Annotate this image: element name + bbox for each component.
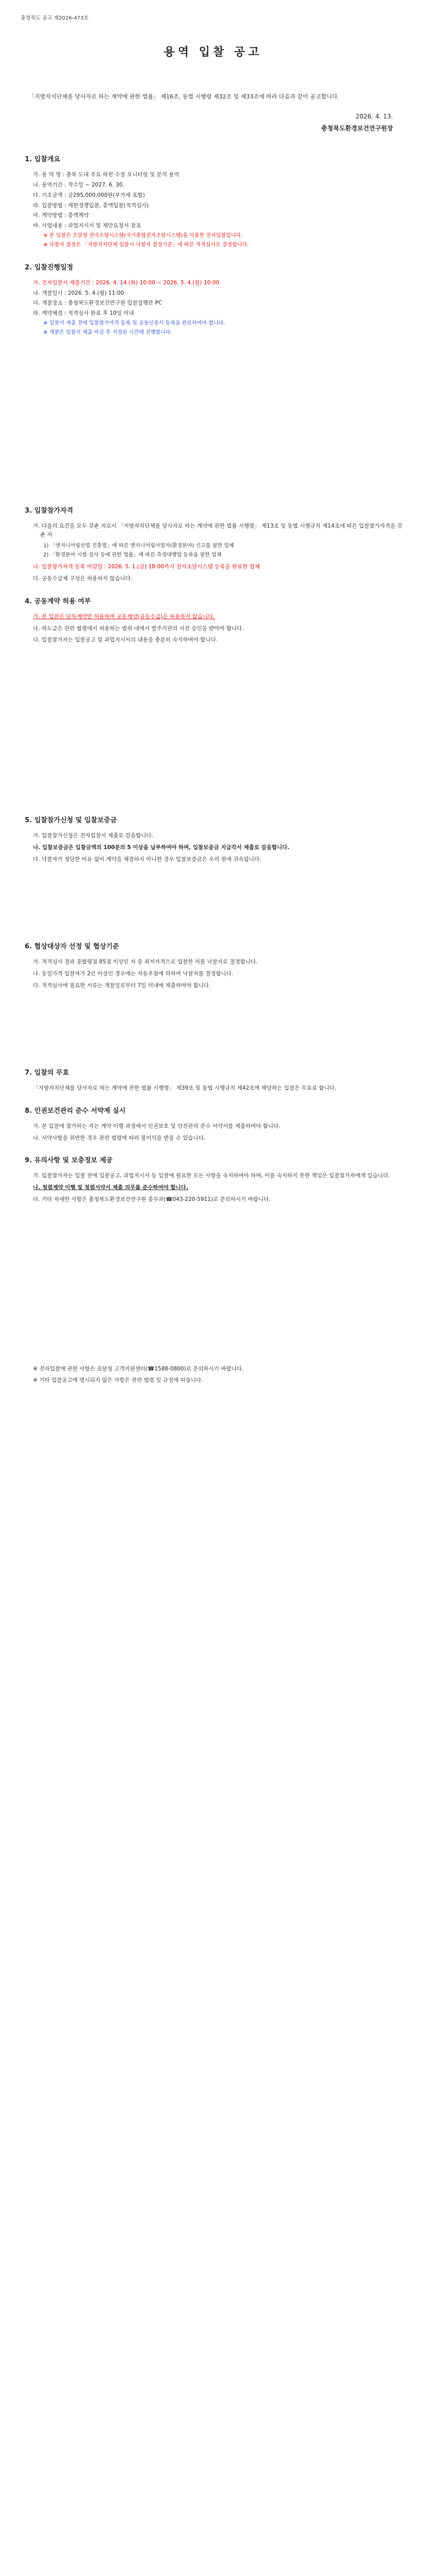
list-item: 마. 계약방법 : 총액계약 xyxy=(33,212,89,219)
signature-block xyxy=(21,111,393,134)
paragraph xyxy=(33,1183,405,1192)
section-title: 7. 입찰의 무효 xyxy=(25,1069,69,1077)
paragraph-highlight: 나. 청렴계약 이행 및 청렴서약서 제출 의무를 준수하여야 합니다. xyxy=(33,1184,188,1191)
section-title: 4. 공동계약 허용 여부 xyxy=(25,597,91,605)
paragraph: 가. 적격심사 결과 종합평점 85점 이상인 자 중 최저가격으로 입찰한 자를 낙찰자로 결정합니다. xyxy=(33,959,258,965)
paragraph: 2) 「환경분야 시험·검사 등에 관한 법률」에 따른 측정대행업 등록을 필한 업체 xyxy=(43,552,222,558)
list-item: 다. 기초금액 : 금295,000,000원(부가세 포함) xyxy=(33,192,145,198)
list-item: 바. 사업내용 : 과업지시서 및 제안요청서 참조 xyxy=(33,223,141,229)
paragraph xyxy=(33,613,405,621)
section-title: 9. 유의사항 및 보충정보 제공 xyxy=(25,1157,113,1165)
paragraph xyxy=(33,843,405,852)
paragraph: 다. 공동수급체 구성은 허용하지 않습니다. xyxy=(33,575,133,582)
paragraph: 다. 기타 자세한 사항은 충청북도환경보건연구원 총무과(☎043-220-5911)로 문의하시기 바랍니다. xyxy=(33,1196,271,1202)
spacer xyxy=(21,648,405,802)
note-item: ※ 낙찰자 결정은 「지방자치단체 입찰시 낙찰자 결정기준」에 따른 적격심사로 결정합니다. xyxy=(43,242,249,248)
paragraph: ※ 전자입찰에 관한 사항은 조달청 고객지원센터(☎1588-0800)로 문의하시기 바랍니다. xyxy=(33,1365,244,1372)
list-item: 가. 용 역 명 : 충북 도내 주요 하천 수질 모니터링 및 분석 용역 xyxy=(33,172,179,178)
section-title: 5. 입찰참가신청 및 입찰보증금 xyxy=(25,817,117,825)
paragraph: 나. 서약사항을 위반한 경우 관련 법령에 따라 불이익을 받을 수 있습니다. xyxy=(33,1134,206,1141)
section-title: 8. 인권보건관리 준수 서약제 실시 xyxy=(25,1107,126,1115)
paragraph: 가. 입찰참가자는 입찰 전에 입찰공고, 과업지시서 등 입찰에 필요한 모든 사항을 숙지하여야 하며, 이를 숙지하지 못한 책임은 입찰참가자에게 있습니다. xyxy=(33,1173,390,1179)
list-item: 라. 입찰방법 : 제한경쟁입찰, 총액입찰(적격심사) xyxy=(33,202,149,209)
bid-period: 가. 전자입찰서 제출기간 : 2026. 4. 14.(화) 10:00 ~ 2026. 5. 4.(월) 10:00 xyxy=(33,279,220,286)
notice-date: 2026. 4. 13. xyxy=(355,112,393,120)
list-item: 다. 개찰장소 : 충청북도환경보건연구원 입찰집행관 PC xyxy=(33,300,162,307)
section-title: 6. 협상대상자 선정 및 협상기준 xyxy=(25,943,119,951)
paragraph: 나. 하도급은 관련 법령에서 허용하는 범위 내에서 발주기관의 사전 승인을 받아야 합니다. xyxy=(33,625,244,632)
note-item: ※ 입찰서 제출 전에 입찰참가자격 등록 및 공동인증서 등록을 완료하여야 합니다. xyxy=(43,320,225,326)
paragraph: 다. 낙찰자가 정당한 이유 없이 계약을 체결하지 아니한 경우 입찰보증금은 우리 원에 귀속됩니다. xyxy=(33,856,261,862)
paragraph: ※ 기타 입찰공고에 명시되지 않은 사항은 관련 법령 및 규정에 따릅니다. xyxy=(33,1377,203,1384)
paragraph: 가. 입찰참가신청은 전자입찰서 제출로 갈음합니다. xyxy=(33,832,154,839)
paragraph: 가. 다음의 요건을 모두 갖춘 자로서 「지방자치단체를 당사자로 하는 계약에 관한 법률 시행령」 제13조 및 동법 시행규칙 제14조에 따른 입찰참가자격을 갖춘 자 xyxy=(33,522,403,538)
paragraph: 가. 본 입찰에 참가하는 자는 계약 이행 과정에서 인권보호 및 안전관리 준수 서약서를 제출하여야 합니다. xyxy=(33,1123,281,1129)
issuing-org: 충청북도환경보건연구원장 xyxy=(321,124,393,132)
paragraph-bold: 나. 입찰보증금은 입찰금액의 100분의 5 이상을 납부하여야 하며, 입찰보증금 지급각서 제출로 갈음합니다. xyxy=(33,844,290,851)
section-title: 1. 입찰개요 xyxy=(25,156,60,164)
paragraph: 나. 입찰참가자격 등록 마감일 : 2026. 5. 1.(금) 18:00까지 전자조달시스템 등록을 완료한 업체 xyxy=(33,564,260,570)
paragraph: 다. 적격심사에 필요한 서류는 개찰일로부터 7일 이내에 제출하여야 합니다. xyxy=(33,982,211,989)
section-title: 3. 입찰참가자격 xyxy=(25,506,73,515)
paragraph: 「지방자치단체를 당사자로 하는 계약에 관한 법률 시행령」 제39조 및 동법 시행규칙 제42조에 해당하는 입찰은 무효로 합니다. xyxy=(33,1085,336,1092)
paragraph: 1) 「엔지니어링산업 진흥법」에 따른 엔지니어링사업자(환경분야) 신고를 필한 업체 xyxy=(43,543,234,549)
paragraph: 다. 입찰참가자는 입찰공고 및 과업지시서의 내용을 충분히 숙지하여야 합니다. xyxy=(33,637,218,643)
publication-number: 충청북도 공고 제2026-473호 xyxy=(21,15,89,21)
note-item: ※ 본 입찰은 조달청 전자조달시스템(국가종합전자조달시스템)을 이용한 전자입찰입니다. xyxy=(43,232,243,239)
page-title: 용역 입찰 공고 xyxy=(163,46,263,59)
spacer xyxy=(21,338,405,493)
list-item: 나. 용역기간 : 착수일 ~ 2027. 6. 30. xyxy=(33,181,124,188)
intro-text: 「지방자치단체를 당사자로 하는 계약에 관한 법률」 제16조, 동법 시행령 제32조 및 제33조에 따라 다음과 같이 공고합니다. xyxy=(29,93,339,100)
paragraph: 나. 동일가격 입찰자가 2인 이상인 경우에는 자동추첨에 의하여 낙찰자를 결정합니다. xyxy=(33,970,234,977)
list-item xyxy=(33,279,405,287)
spacer xyxy=(21,867,405,928)
list-item: 나. 개찰일시 : 2026. 5. 4.(월) 11:00 xyxy=(33,290,124,296)
spacer xyxy=(21,993,405,1055)
paragraph-highlight: 가. 본 입찰은 단독계약만 허용하며 공동계약(공동수급)은 허용하지 않습니다. xyxy=(33,613,215,620)
list-item: 라. 계약체결 : 적격심사 완료 후 10일 이내 xyxy=(33,310,134,317)
spacer xyxy=(21,1207,405,1362)
section-title: 2. 입찰진행일정 xyxy=(25,263,73,272)
note-item: ※ 개찰은 입찰서 제출 마감 후 지정된 시간에 진행합니다. xyxy=(43,329,172,335)
